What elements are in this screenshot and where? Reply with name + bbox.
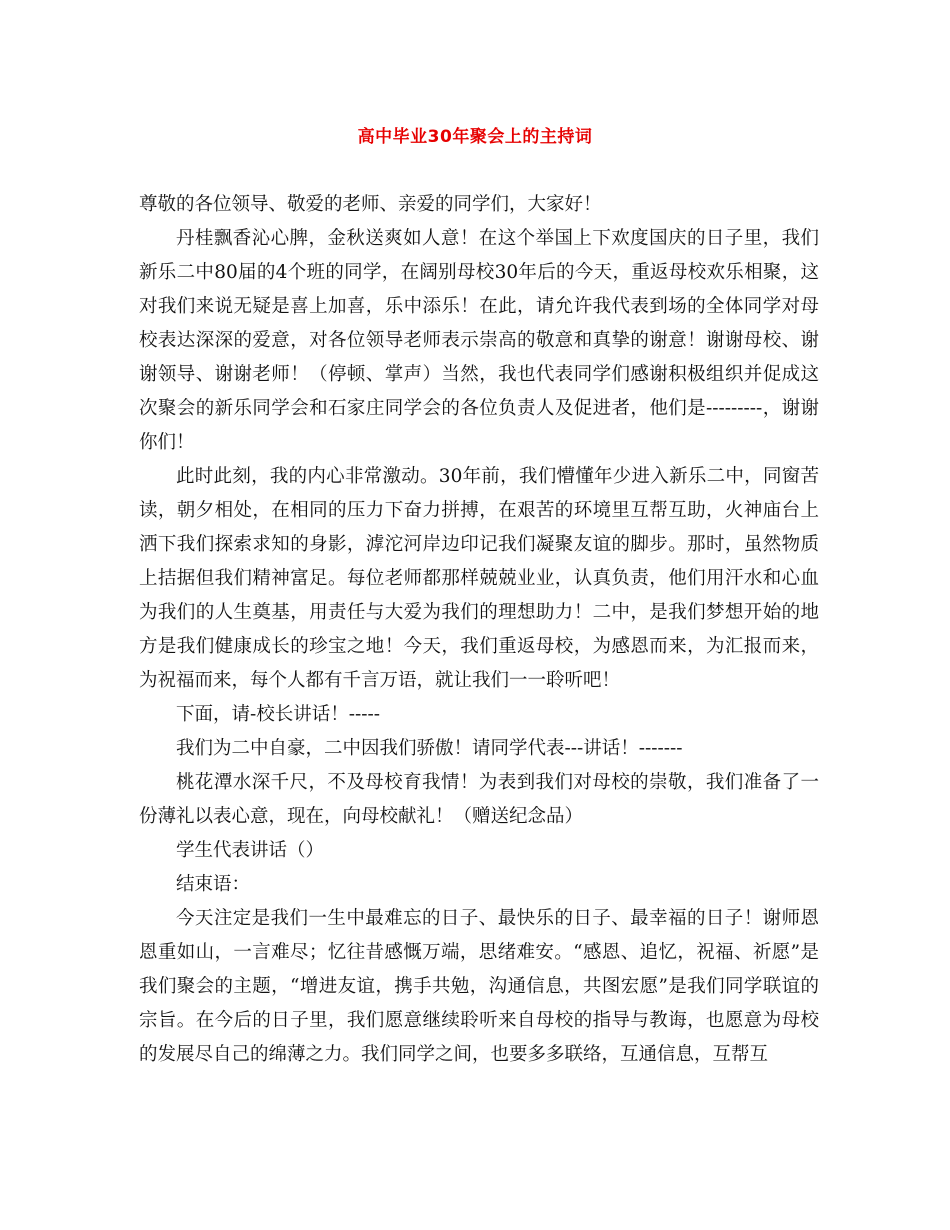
paragraph-principal-speech: 下面，请-校长讲话！----- [176,704,381,725]
paragraph-student-rep: 学生代表讲话（） [176,840,325,861]
document-title: 高中毕业30年聚会上的主持词 [357,127,593,147]
paragraph-closing: 今天注定是我们一生中最难忘的日子、最快乐的日子、最幸福的日子！谢师恩恩重如山，一言难尽；忆往昔感慨万端，思绪难安。“感恩、追忆，祝福、祈愿”是我们聚会的主题，“增进友谊，携手共勉，沟通信息，共图宏愿”是我们同学联谊的宗旨。在今后的日子里，我们愿意继续聆听来自母校的指导与教诲，也愿意为母校的发展尽自己的绵薄之力。我们同学之间，也要多多联络，互通信息，互帮互 [139,908,819,1065]
paragraph-greeting: 尊敬的各位领导、敬爱的老师、亲爱的同学们，大家好！ [139,194,602,215]
paragraph-closing-heading: 结束语： [176,874,251,895]
paragraph-welcome: 丹桂飘香沁心脾，金秋送爽如人意！在这个举国上下欢度国庆的日子里，我们新乐二中80届的4个班的同学，在阔别母校30年后的今天，重返母校欢乐相聚，这对我们来说无疑是喜上加喜，乐中添乐！在此，请允许我代表到场的全体同学对母校表达深深的爱意，对各位领导老师表示崇高的敬意和真挚的谢意！谢谢母校、谢谢领导、谢谢老师！（停顿、掌声）当然，我也代表同学们感谢积极组织并促成这次聚会的新乐同学会和石家庄同学会的各位负责人及促进者，他们是---------，谢谢你们！ [139,228,819,453]
document-body [139,188,819,1072]
paragraph-student-speech: 我们为二中自豪，二中因我们骄傲！请同学代表---讲话！------- [176,738,683,759]
paragraph-gift: 桃花潭水深千尺，不及母校育我情！为表到我们对母校的崇敬，我们准备了一份薄礼以表心意，现在，向母校献礼！（赠送纪念品） [139,772,819,827]
paragraph-memories: 此时此刻，我的内心非常激动。30年前，我们懵懂年少进入新乐二中，同窗苦读，朝夕相处，在相同的压力下奋力拼搏，在艰苦的环境里互帮互助，火神庙台上洒下我们探索求知的身影，滹沱河岸边印记我们凝聚友谊的脚步。那时，虽然物质上拮据但我们精神富足。每位老师都那样兢兢业业，认真负责，他们用汗水和心血为我们的人生奠基，用责任与大爱为我们的理想助力！二中，是我们梦想开始的地方是我们健康成长的珍宝之地！今天，我们重返母校，为感恩而来，为汇报而来，为祝福而来，每个人都有千言万语，就让我们一一聆听吧！ [139,466,819,691]
